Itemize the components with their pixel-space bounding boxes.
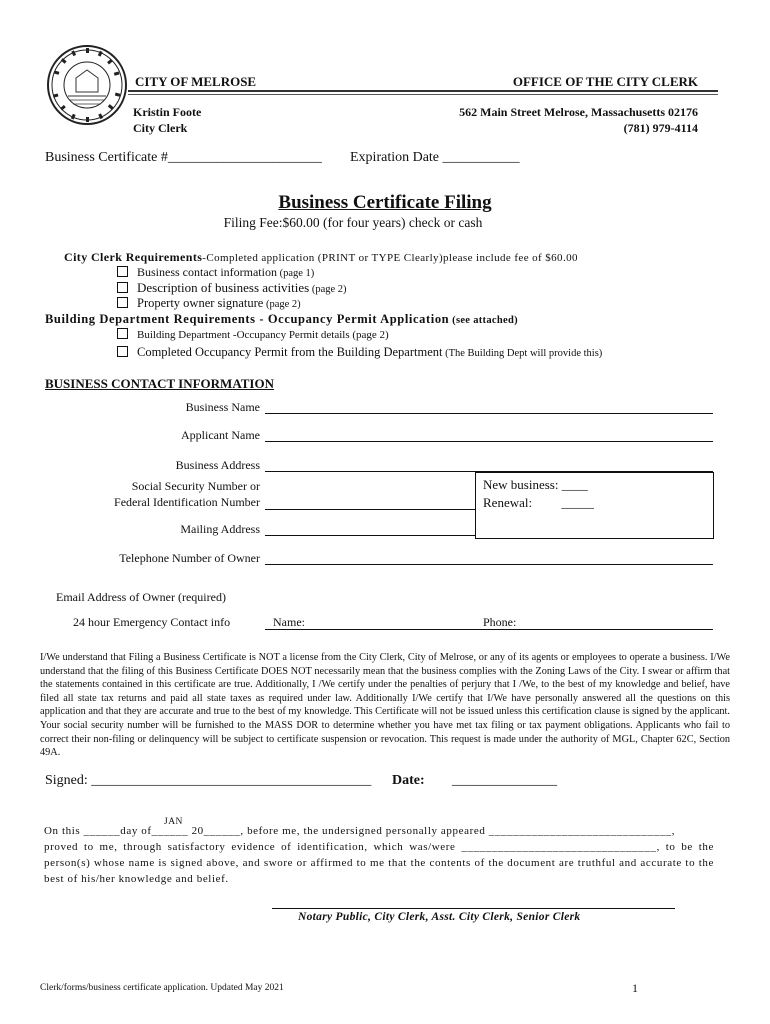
mailing-address-label: Mailing Address xyxy=(180,522,260,536)
ssn-input[interactable] xyxy=(265,509,475,510)
date-field[interactable]: _______________ xyxy=(452,773,557,788)
city-seal xyxy=(46,44,128,126)
telephone-label: Telephone Number of Owner xyxy=(119,551,260,565)
building-requirements-heading: Building Department Requirements - Occupancy Permit Application (see attached) xyxy=(45,312,518,326)
certificate-number-field[interactable]: Business Certificate #______________________ xyxy=(45,150,322,165)
applicant-name-label: Applicant Name xyxy=(181,428,260,442)
emergency-name-label: Name: xyxy=(273,615,305,629)
page-number: 1 xyxy=(632,981,638,995)
checklist-item[interactable]: Business contact information (page 1) xyxy=(117,265,314,280)
clerk-requirements-heading: City Clerk Requirements-Completed application (PRINT or TYPE Clearly)please include fee of $60.00 xyxy=(64,250,578,264)
ssn-label: Social Security Number or xyxy=(131,479,260,493)
business-name-label: Business Name xyxy=(185,400,260,414)
notary-signature-line[interactable] xyxy=(272,908,675,909)
date-label: Date: xyxy=(392,773,425,788)
footer-path: Clerk/forms/business certificate application. Updated May 2021 xyxy=(40,983,284,993)
notary-statement: proved to me, through satisfactory evidence of identification, which was/were ________________________________, to be the person(s) whose name is signed above, and swore or affirmed to me that the contents of the document are truthful and accurate to the best of his/her knowledge and belief. xyxy=(44,841,714,885)
checkbox[interactable] xyxy=(117,297,128,308)
office-name: OFFICE OF THE CITY CLERK xyxy=(512,74,698,89)
renewal-field[interactable]: Renewal: _____ xyxy=(483,495,594,510)
checkbox[interactable] xyxy=(117,282,128,293)
filing-fee: Filing Fee:$60.00 (for four years) check or cash xyxy=(223,215,483,230)
expiration-date-field[interactable]: Expiration Date ___________ xyxy=(350,150,520,165)
header-rule-thin xyxy=(128,94,718,95)
clerk-name: Kristin Foote xyxy=(133,105,202,119)
notary-statement-line1: On this ______day of______ 20______, before me, the undersigned personally appeared ______________________________, xyxy=(44,825,676,837)
email-label: Email Address of Owner (required) xyxy=(56,590,226,604)
business-name-input[interactable] xyxy=(265,413,713,414)
office-phone: (781) 979-4114 xyxy=(623,121,698,135)
contact-heading: BUSINESS CONTACT INFORMATION xyxy=(45,376,274,391)
checklist-item[interactable]: Completed Occupancy Permit from the Building Department (The Building Dept will provide this) xyxy=(117,345,602,360)
fein-label: Federal Identification Number xyxy=(114,495,260,509)
office-address: 562 Main Street Melrose, Massachusetts 02176 xyxy=(459,105,698,119)
certification-statement: I/We understand that Filing a Business Certificate is NOT a license from the City Clerk, City of Melrose, or any of its agents or employees to operate a business. I/We understand that the filing of this Business Certificate DOES NOT necessarily mean that the business complies with the Zoning Laws of the City. I swear or affirm that the statements contained in this certificate are true. Additionally, I /We certify under the penalties of perjury that I /We, to the best of my knowledge and belief, have filed all state tax returns and paid all state taxes as required under law. Additionally I/We certify that I/We have personally answered all the questions on this application and that they are accurate and true to the best of my knowledge. This Certificate will not be issued unless this certification clause is signed by the applicant. Your social security number will be furnished to the MASS DOR to determine whether you have met tax filing or tax payment obligations. Applicants who fail to correct their non-filing or delinquency will be subject to certificate suspension or revocation. This request is made under the authority of MGL, Chapter 62C, Section 49A. xyxy=(40,652,730,759)
emergency-contact-label: 24 hour Emergency Contact info xyxy=(73,615,231,629)
applicant-name-input[interactable] xyxy=(265,441,713,442)
new-business-field[interactable]: New business: ____ xyxy=(483,477,588,492)
mailing-address-input[interactable] xyxy=(265,535,475,536)
emergency-contact-input[interactable] xyxy=(265,629,713,630)
business-address-label: Business Address xyxy=(175,458,260,472)
page-title: Business Certificate Filing xyxy=(278,192,492,213)
notary-signature-caption: Notary Public, City Clerk, Asst. City Clerk, Senior Clerk xyxy=(298,911,581,923)
checklist-item[interactable]: Description of business activities (page 2) xyxy=(117,280,347,296)
checklist-item[interactable]: Building Department -Occupancy Permit details (page 2) xyxy=(117,328,389,341)
city-name: CITY OF MELROSE xyxy=(135,74,257,89)
month-entry: JAN xyxy=(164,817,183,827)
checkbox[interactable] xyxy=(117,346,128,357)
clerk-title: City Clerk xyxy=(133,121,188,135)
checklist-item[interactable]: Property owner signature (page 2) xyxy=(117,296,301,311)
telephone-input[interactable] xyxy=(265,564,713,565)
emergency-phone-label: Phone: xyxy=(483,615,517,629)
checkbox[interactable] xyxy=(117,266,128,277)
header-rule xyxy=(128,90,718,92)
signature-field[interactable]: Signed: ________________________________________ xyxy=(45,773,372,788)
checkbox[interactable] xyxy=(117,328,128,339)
